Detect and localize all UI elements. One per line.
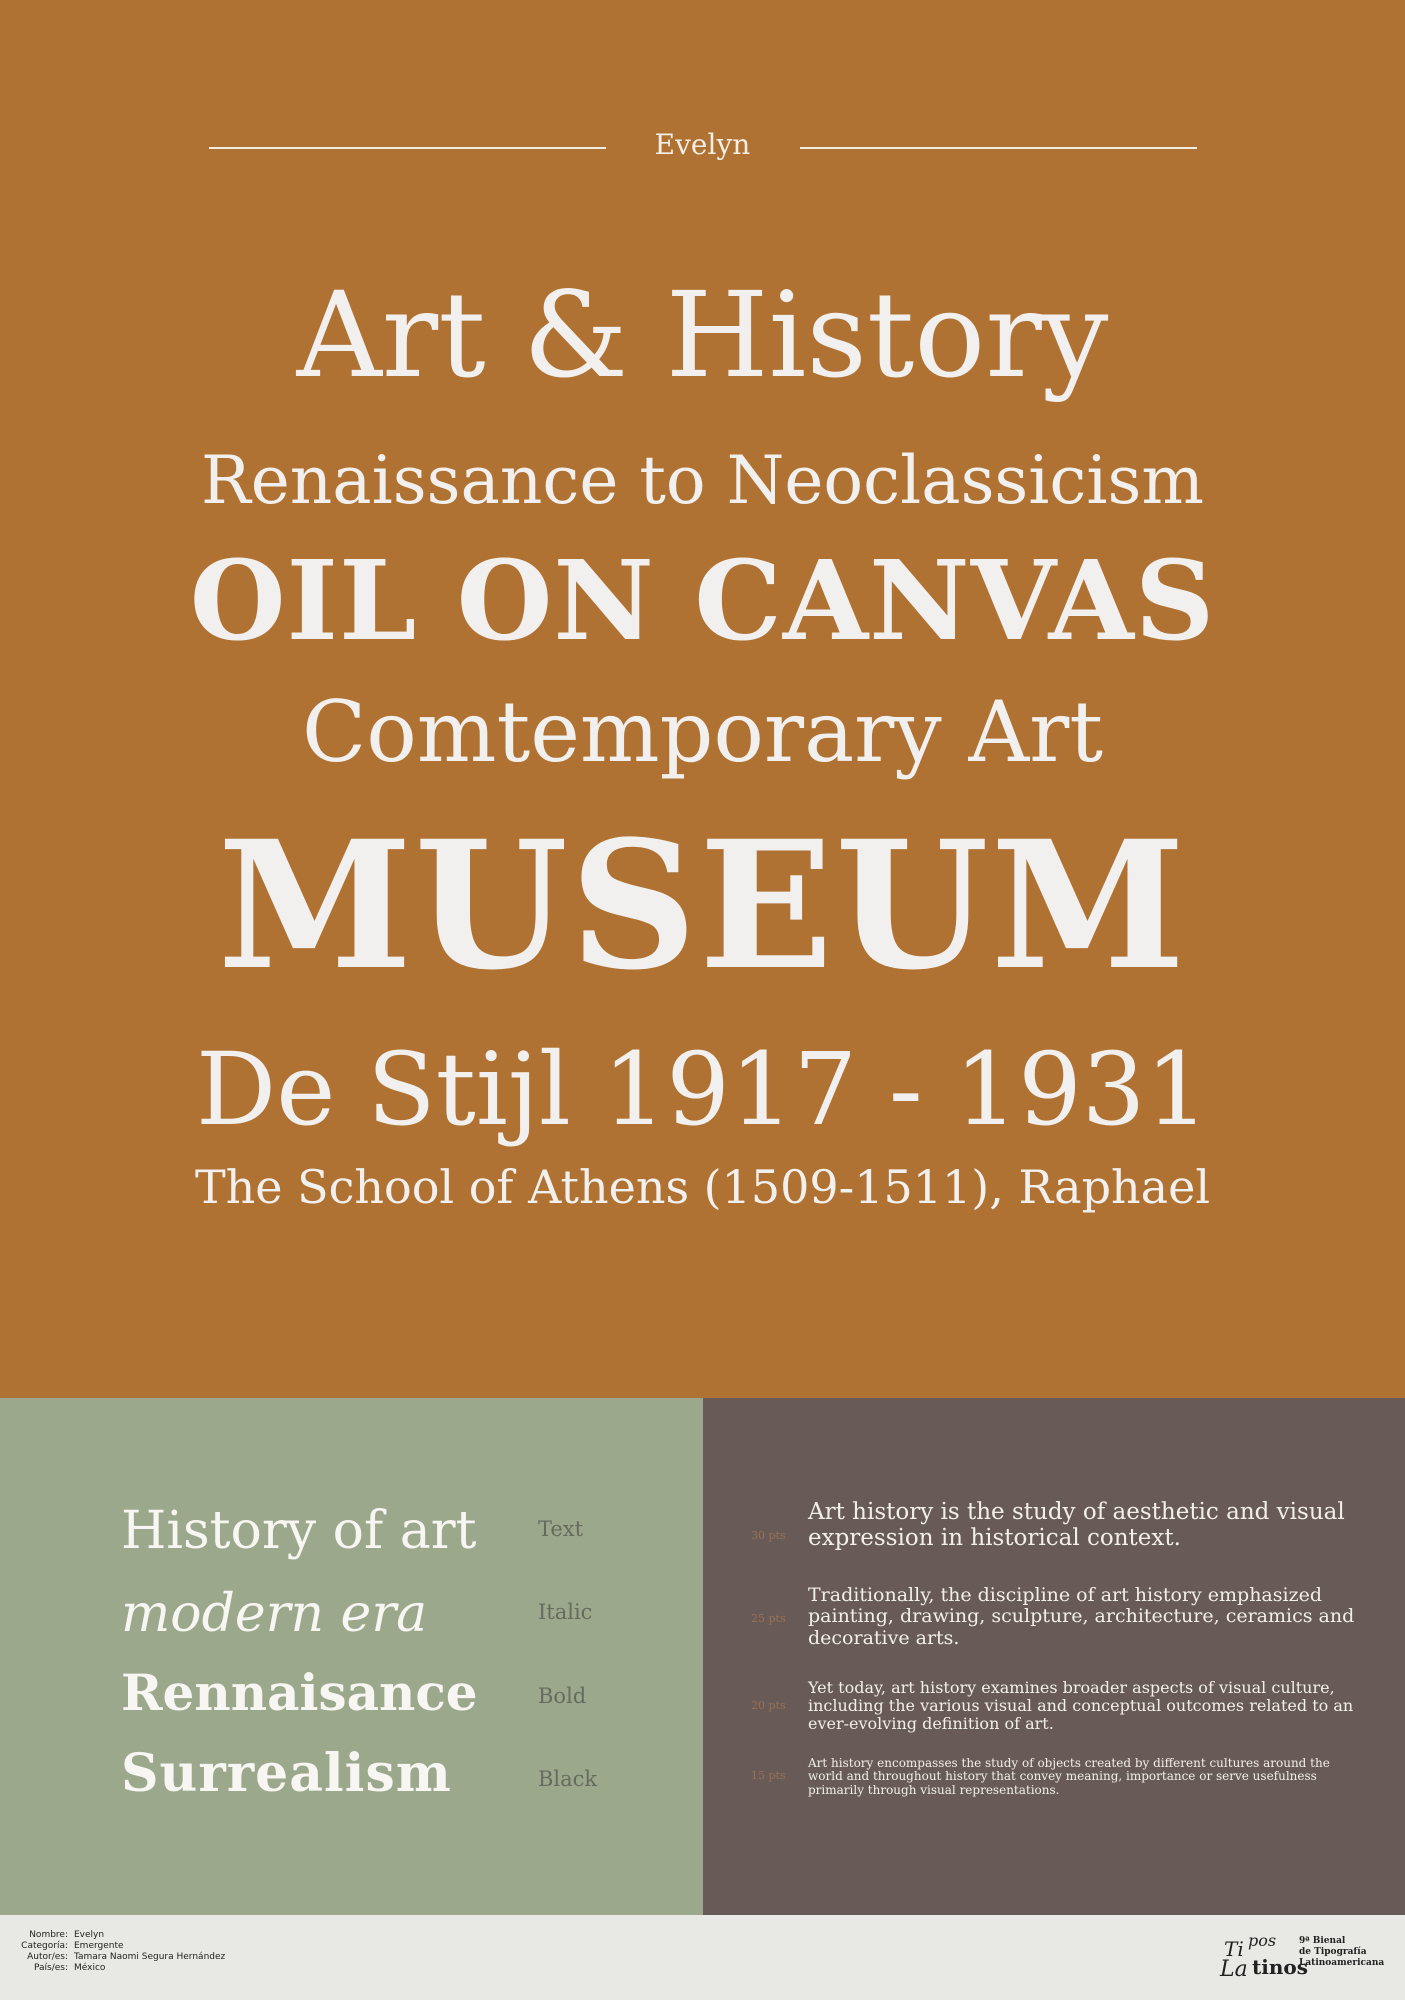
specimen-line-7: The School of Athens (1509-1511), Raphael — [194, 1160, 1211, 1214]
bienal-label — [1299, 1936, 1384, 1969]
size-label-15: 15 pts — [751, 1769, 786, 1782]
tipos-latinos-logo — [1218, 1922, 1308, 1982]
size-label-25: 25 pts — [751, 1612, 786, 1625]
value-country: México — [74, 1963, 106, 1973]
specimen-line-3: OIL ON CANVAS — [189, 536, 1216, 665]
footer-values — [74, 1930, 225, 1974]
value-category: Emergente — [74, 1941, 124, 1951]
style-sample-italic: modern era — [121, 1584, 428, 1644]
label-authors: Autor/es: — [27, 1952, 68, 1962]
specimen-line-1: Art & History — [296, 266, 1109, 404]
svg-text:tinos: tinos — [1252, 1955, 1308, 1979]
style-label-bold: Bold — [538, 1684, 587, 1708]
specimen-line-6: De Stijl 1917 - 1931 — [196, 1031, 1209, 1148]
style-label-text: Text — [538, 1517, 584, 1541]
size-sample-30: Art history is the study of aesthetic and visual expression in historical context. — [808, 1499, 1345, 1551]
label-country: País/es: — [33, 1963, 68, 1973]
label-name: Nombre: — [29, 1930, 68, 1940]
svg-text:Ti: Ti — [1224, 1937, 1244, 1961]
style-label-italic: Italic — [538, 1600, 593, 1624]
styles-panel — [0, 1398, 703, 1915]
font-name: Evelyn — [654, 128, 751, 161]
style-label-black: Black — [538, 1767, 598, 1791]
label-category: Categoría: — [21, 1941, 68, 1951]
specimen-line-2: Renaissance to Neoclassicism — [201, 442, 1204, 519]
bienal-line-3: Latinoamericana — [1299, 1958, 1385, 1968]
value-name: Evelyn — [74, 1930, 105, 1940]
size-sample-25: Traditionally, the discipline of art history emphasized painting, drawing, sculpture, architecture, ceramics and decorative arts. — [808, 1584, 1355, 1649]
style-sample-text: History of art — [121, 1501, 477, 1561]
value-authors: Tamara Naomi Segura Hernández — [74, 1952, 226, 1962]
bienal-line-1: 9ª Bienal — [1299, 1936, 1346, 1946]
footer-labels — [10, 1930, 68, 1974]
size-sample-15: Art history encompasses the study of objects created by different cultures around the world and throughout history that convey meaning, importance or serve usefulness primarily through visual representations. — [808, 1756, 1330, 1797]
size-label-30: 30 pts — [751, 1529, 786, 1542]
sizes-panel — [703, 1398, 1405, 1915]
svg-text:La: La — [1220, 1957, 1248, 1982]
style-sample-bold: Rennaisance — [121, 1663, 478, 1722]
size-sample-20: Yet today, art history examines broader aspects of visual culture, including the various visual and conceptual outcomes related to an ever-evolving definition of art. — [808, 1678, 1354, 1733]
specimen-line-4: Comtemporary Art — [301, 683, 1104, 781]
svg-text:pos: pos — [1248, 1931, 1277, 1950]
bienal-line-2: de Tipografía — [1299, 1947, 1367, 1957]
specimen-line-5: MUSEUM — [217, 802, 1188, 1009]
size-label-20: 20 pts — [751, 1699, 786, 1712]
style-sample-black: Surrealism — [121, 1743, 452, 1804]
